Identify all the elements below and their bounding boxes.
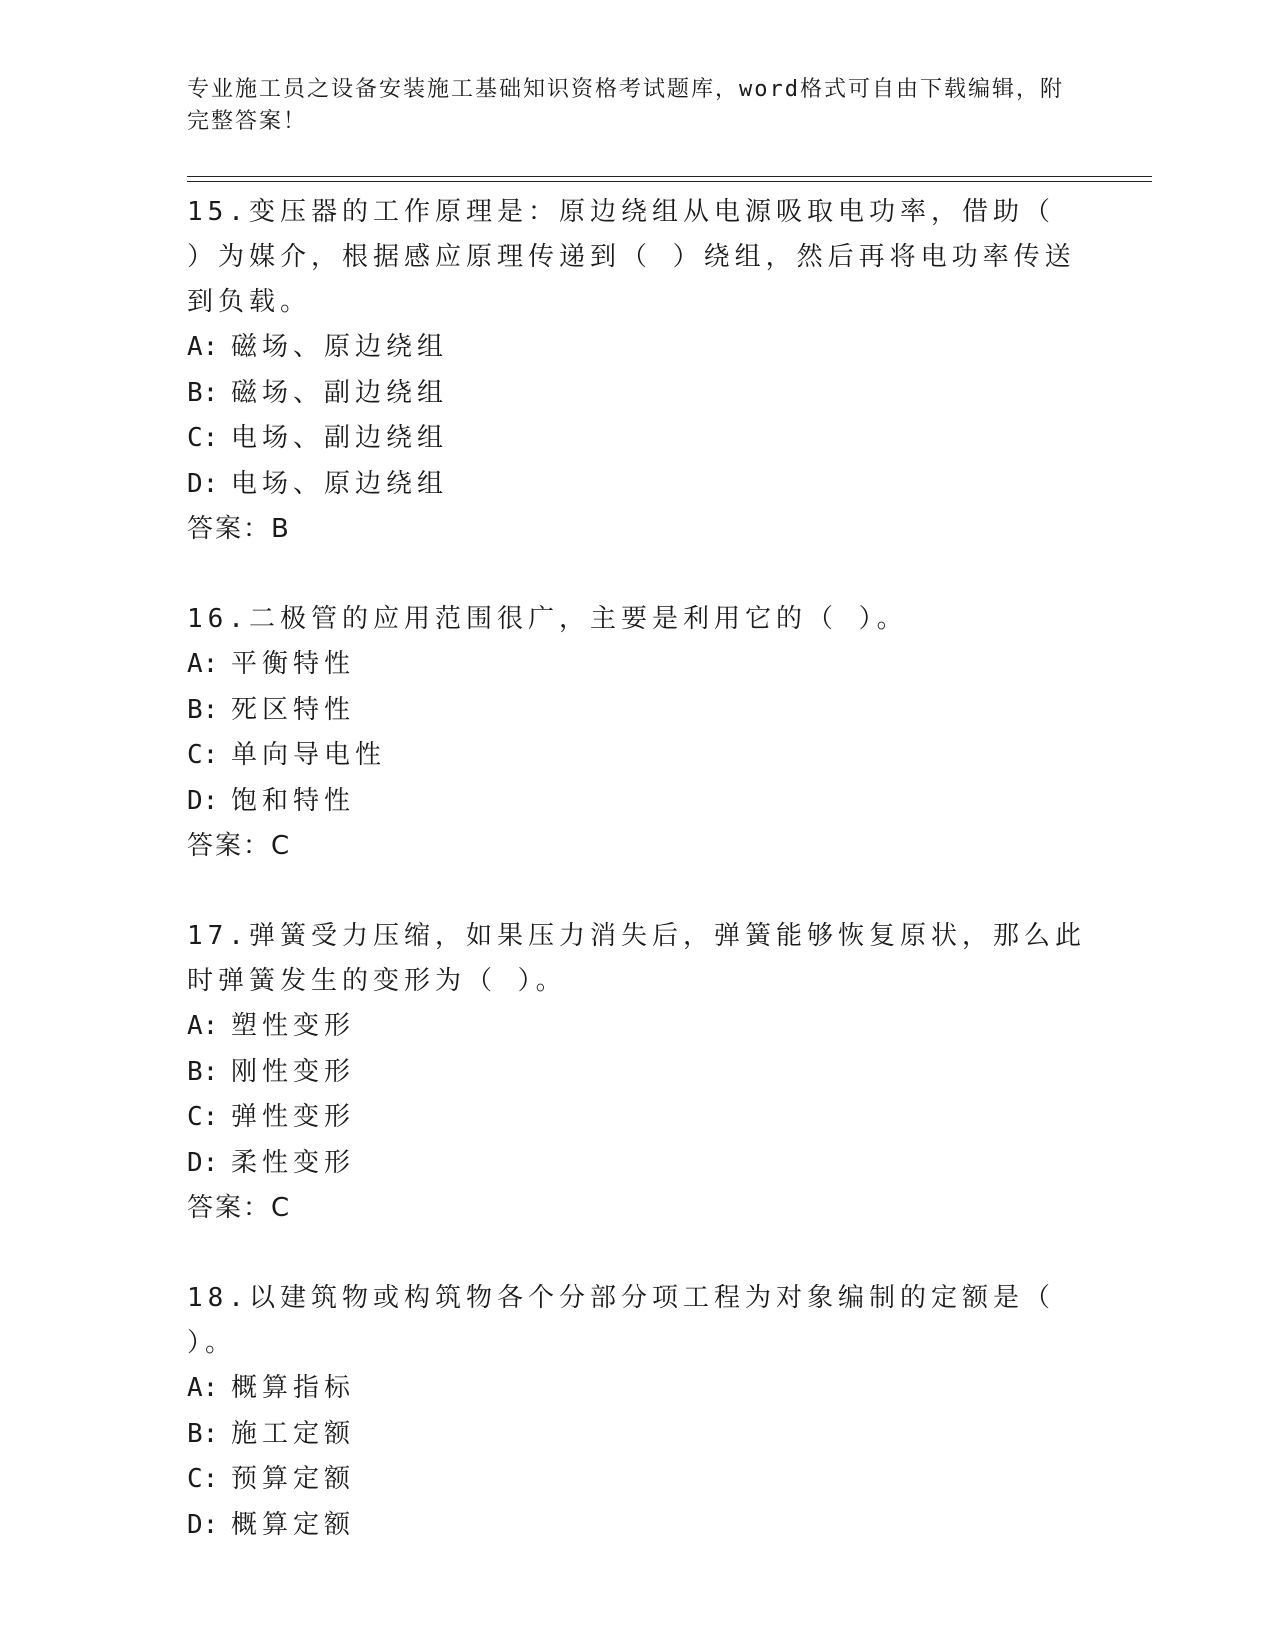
option-text: 弹性变形: [231, 1102, 356, 1132]
option-b: [187, 1412, 1087, 1458]
option-letter: D:: [187, 1509, 219, 1540]
header-divider-top: [187, 176, 1152, 177]
option-text: 概算指标: [231, 1373, 356, 1403]
document-header: 专业施工员之设备安装施工基础知识资格考试题库，word格式可自由下载编辑，附完整答案！: [187, 77, 1064, 134]
answer-line: 答案：C: [187, 831, 292, 861]
option-c: [187, 416, 1087, 462]
option-text: 柔性变形: [231, 1147, 356, 1178]
option-c: [187, 1095, 1087, 1141]
option-a: [187, 642, 1087, 688]
option-text: 磁场、副边绕组: [231, 377, 449, 408]
question-15: [187, 190, 1087, 597]
question-stem: 16.二极管的应用范围很广，主要是利用它的（ ）。: [187, 604, 908, 634]
option-letter: C:: [187, 423, 219, 453]
question-stem: 15.变压器的工作原理是：原边绕组从电源吸取电功率，借助（ ）为媒介，根据感应原理传递到（ ）绕组，然后再将电功率传送到负载。: [187, 197, 1076, 317]
option-letter: D:: [187, 785, 219, 816]
option-letter: D:: [187, 1147, 219, 1178]
option-letter: A:: [187, 649, 219, 679]
option-a: [187, 325, 1087, 371]
option-d: [187, 779, 1087, 825]
option-letter: A:: [187, 332, 219, 362]
question-stem: 17.弹簧受力压缩，如果压力消失后，弹簧能够恢复原状，那么此时弹簧发生的变形为（ ）。: [187, 921, 1086, 996]
option-text: 塑性变形: [231, 1011, 356, 1041]
option-letter: D:: [187, 468, 219, 499]
option-d: [187, 462, 1087, 508]
option-text: 平衡特性: [231, 649, 356, 679]
option-d: [187, 1503, 1087, 1549]
answer-line: 答案：C: [187, 1193, 292, 1223]
header-divider-bottom: [187, 181, 1152, 182]
option-letter: C:: [187, 740, 219, 770]
question-list: [187, 190, 1087, 1548]
option-letter: C:: [187, 1102, 219, 1132]
answer-line: 答案：B: [187, 514, 291, 544]
option-b: [187, 1050, 1087, 1096]
question-stem: 18.以建筑物或构筑物各个分部分项工程为对象编制的定额是（ ）。: [187, 1283, 1055, 1358]
question-16: [187, 597, 1087, 914]
option-letter: B:: [187, 1056, 219, 1087]
option-letter: A:: [187, 1011, 219, 1041]
option-text: 电场、原边绕组: [231, 468, 449, 499]
option-text: 概算定额: [231, 1509, 356, 1540]
option-letter: B:: [187, 694, 219, 725]
option-a: [187, 1004, 1087, 1050]
option-text: 施工定额: [231, 1418, 356, 1449]
option-text: 磁场、原边绕组: [231, 332, 449, 362]
option-text: 刚性变形: [231, 1056, 356, 1087]
option-c: [187, 733, 1087, 779]
question-17: [187, 914, 1087, 1276]
option-text: 预算定额: [231, 1464, 356, 1494]
option-letter: A:: [187, 1373, 219, 1403]
option-b: [187, 371, 1087, 417]
option-b: [187, 688, 1087, 734]
option-d: [187, 1141, 1087, 1187]
question-18: [187, 1276, 1087, 1548]
option-letter: B:: [187, 1418, 219, 1449]
option-text: 死区特性: [231, 694, 356, 725]
option-c: [187, 1457, 1087, 1503]
option-text: 电场、副边绕组: [231, 423, 449, 453]
option-letter: B:: [187, 377, 219, 408]
option-text: 饱和特性: [231, 785, 356, 816]
option-text: 单向导电性: [231, 740, 387, 770]
option-letter: C:: [187, 1464, 219, 1494]
option-a: [187, 1366, 1087, 1412]
